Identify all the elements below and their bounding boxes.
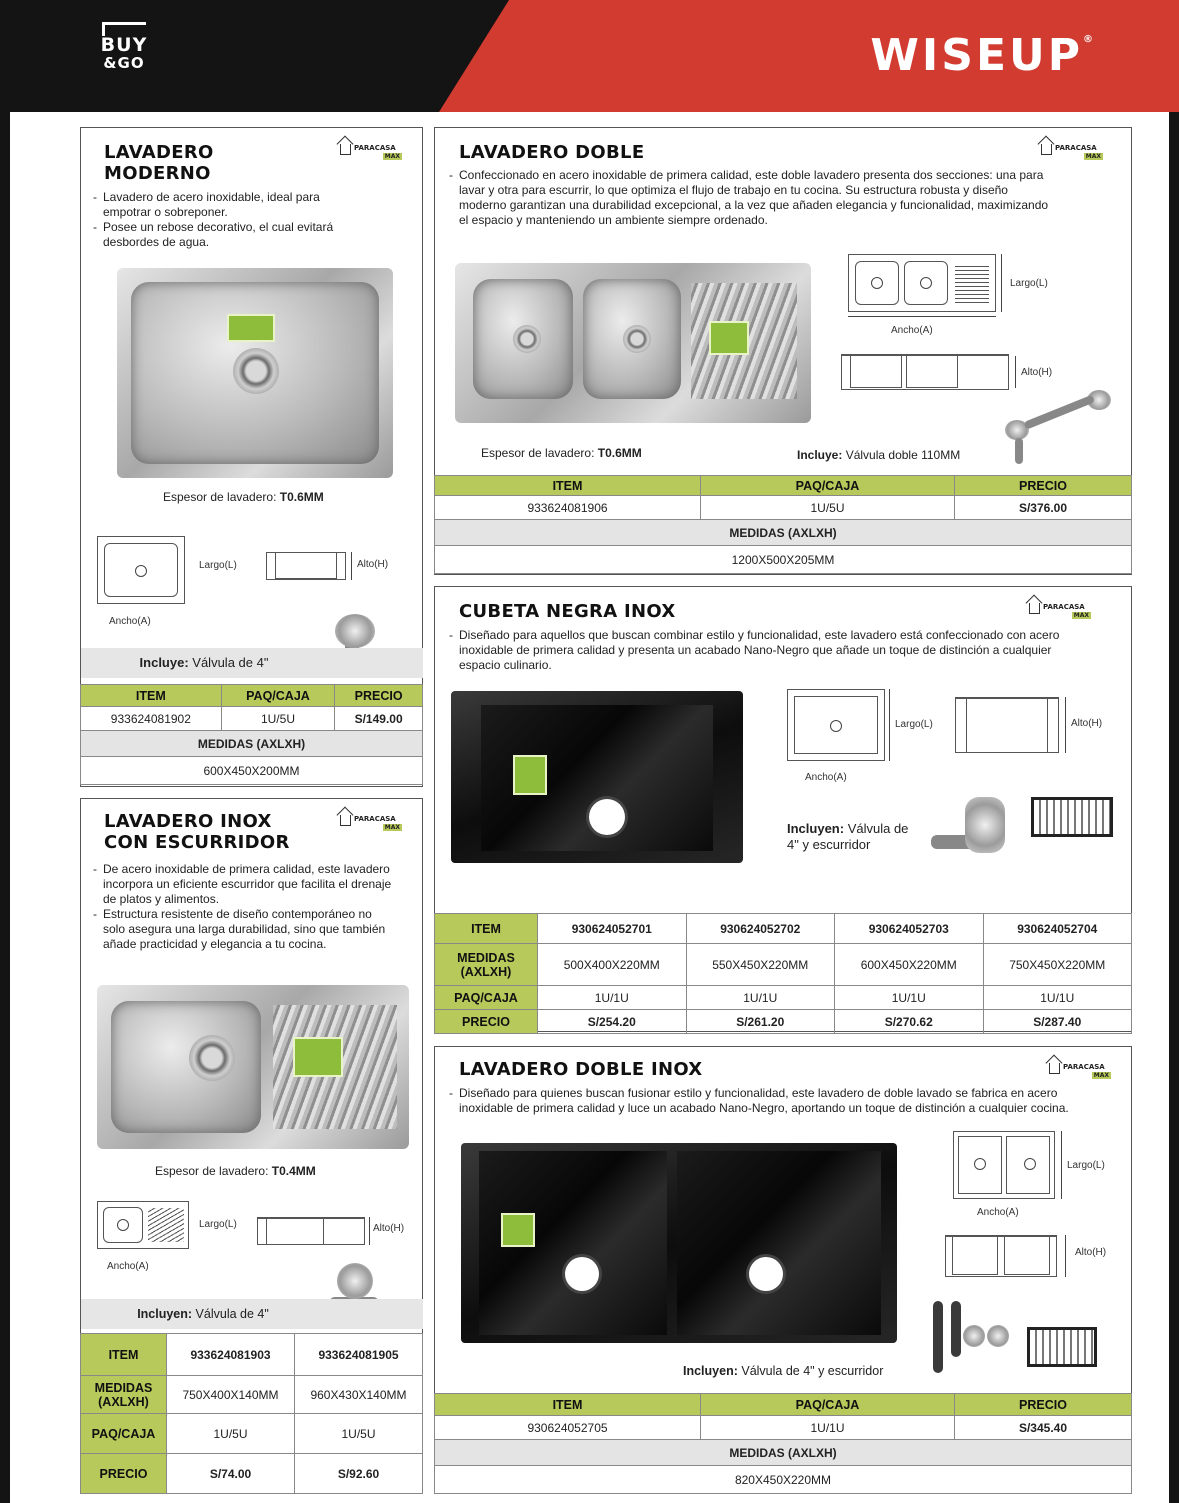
col-item: ITEM — [81, 685, 222, 707]
value-line2: 4" y escurridor — [787, 837, 871, 852]
diagram-drain — [135, 565, 147, 577]
buy-and-go-logo — [92, 22, 156, 82]
bullet-item: - Estructura resistente de diseño contemporáneo no solo asegura una larga durabilidad, sino que también añade practicidad y elegancia a tu cocina. — [93, 907, 395, 952]
item-code: 930624052702 — [686, 914, 835, 944]
row-precio: PRECIO — [435, 1010, 538, 1034]
diagram-drain — [920, 277, 932, 289]
height-line — [369, 1217, 370, 1245]
product-description — [93, 862, 395, 952]
label-largo: Largo(L) — [895, 719, 933, 730]
paq-value: 1U/1U — [701, 1416, 955, 1440]
product-sticker — [293, 1037, 343, 1077]
row-medidas — [81, 1376, 167, 1414]
item-code: 930624052704 — [983, 914, 1132, 944]
bullet-item: - De acero inoxidable de primera calidad, este lavadero incorpora un eficiente escurridor que facilita el drenaje de platos y alimentos. — [93, 862, 395, 907]
product-image-black-sink — [451, 691, 743, 863]
length-line — [1061, 1131, 1062, 1199]
house-icon — [1041, 144, 1052, 155]
product-sticker — [709, 321, 749, 355]
diagram-side-view — [266, 552, 346, 580]
drain-icon — [565, 1257, 599, 1291]
valve-pipe — [951, 1301, 961, 1357]
medidas-label-a: MEDIDAS — [94, 1380, 153, 1395]
valve-cap — [963, 1325, 985, 1347]
badge-name: PARACASA — [1043, 603, 1085, 611]
badge-sub: MAX — [384, 153, 400, 160]
row-item: ITEM — [81, 1334, 167, 1376]
product-description — [449, 1086, 1079, 1116]
product-table — [80, 1333, 423, 1494]
label: Incluyen: — [683, 1364, 738, 1378]
title-line1: LAVADERO — [104, 142, 214, 163]
value: T0.6MM — [279, 490, 324, 504]
sink-bowl — [111, 1001, 261, 1133]
product-table — [80, 684, 423, 785]
diagram-side-view — [841, 354, 1009, 390]
diagram-side-bowl — [275, 553, 337, 579]
house-roof-icon — [102, 22, 146, 36]
valve-cap — [337, 1263, 373, 1299]
includes-bar — [81, 1299, 325, 1329]
width-line — [848, 316, 996, 317]
valve-cap — [335, 614, 375, 648]
paracasa-badge — [340, 144, 404, 162]
product-image-black-double-sink — [461, 1143, 897, 1343]
length-line — [1001, 254, 1002, 312]
badge-sub: MAX — [1073, 612, 1089, 619]
paq-value: 1U/5U — [701, 496, 955, 520]
value: Válvula de 4" y escurridor — [741, 1364, 884, 1378]
product-card-cubeta-negra — [434, 586, 1132, 1032]
row-precio: PRECIO — [81, 1454, 167, 1494]
item-code: 933624081903 — [167, 1334, 295, 1376]
row-medidas — [435, 944, 538, 986]
wiseup-text: WISEUP — [870, 30, 1083, 81]
value: T0.4MM — [271, 1164, 316, 1178]
bullet-item: - Confeccionado en acero inoxidable de primera calidad, este doble lavadero presenta dos secciones: una para lavar y otra para escurrir, lo que optimiza el flujo de trabajo en tu cocina. Su estructura robusta y diseño moderno garantizan una durabilidad excepcional, a la vez que añaden elegancia y funcionalidad, maximizando el espacio y manteniendo un ambiente siempre ordenado. — [449, 168, 1049, 228]
product-card-lavadero-doble — [434, 127, 1132, 575]
price-value: S/149.00 — [335, 707, 423, 731]
medidas-value: 960X430X140MM — [295, 1376, 423, 1414]
col-paq: PAQ/CAJA — [701, 1394, 955, 1416]
diagram-drain — [871, 277, 883, 289]
paq-value: 1U/1U — [538, 986, 687, 1010]
label-ancho: Ancho(A) — [109, 616, 151, 627]
product-title: CUBETA NEGRA INOX — [459, 601, 676, 622]
label: Incluyen: — [137, 1307, 193, 1321]
price-value: S/74.00 — [167, 1454, 295, 1494]
item-code: 933624081906 — [435, 496, 701, 520]
diagram-drain — [117, 1219, 129, 1231]
item-code: 930624052703 — [835, 914, 984, 944]
height-line — [1015, 356, 1016, 388]
col-paq: PAQ/CAJA — [221, 685, 335, 707]
label: Incluyen: — [787, 821, 845, 836]
product-image-sink — [117, 268, 393, 478]
drain-icon — [233, 348, 279, 394]
diagram-side-bowl — [850, 356, 902, 388]
product-title: LAVADERO DOBLE INOX — [459, 1059, 703, 1080]
diagram-side-bowl — [952, 1237, 998, 1275]
label-alto: Alto(H) — [1021, 367, 1053, 378]
diagram-side-view — [955, 697, 1059, 753]
title-line1: LAVADERO INOX — [104, 811, 272, 832]
label-largo: Largo(L) — [1010, 278, 1048, 289]
diagram-side-bowl — [906, 356, 958, 388]
dish-rack-image — [1027, 1327, 1097, 1367]
paq-value: 1U/5U — [295, 1414, 423, 1454]
label-largo: Largo(L) — [1067, 1160, 1105, 1171]
label-ancho: Ancho(A) — [977, 1207, 1019, 1218]
height-line — [1065, 697, 1066, 753]
medidas-value: 750X450X220MM — [983, 944, 1132, 986]
thickness-text — [481, 446, 642, 460]
title-line2: CON ESCURRIDOR — [104, 832, 290, 853]
price-value: S/376.00 — [955, 496, 1132, 520]
col-medidas: MEDIDAS (AXLXH) — [435, 1440, 1132, 1466]
bullet-item: - Lavadero de acero inoxidable, ideal para empotrar o sobreponer. — [93, 190, 343, 220]
house-icon — [340, 815, 351, 826]
product-image-double-sink — [455, 263, 811, 423]
item-code: 930624052705 — [435, 1416, 701, 1440]
paq-value: 1U/1U — [983, 986, 1132, 1010]
product-table — [434, 1393, 1132, 1494]
sink-bowl-right — [677, 1151, 881, 1335]
medidas-label-a: MEDIDAS — [457, 950, 515, 965]
paracasa-badge — [1041, 144, 1105, 162]
drain-icon — [513, 325, 541, 353]
right-edge — [1169, 112, 1179, 1503]
valve-image — [931, 795, 1011, 861]
product-title — [104, 142, 214, 184]
label-alto: Alto(H) — [373, 1223, 405, 1234]
bullet-item: - Posee un rebose decorativo, el cual evitará desbordes de agua. — [93, 220, 343, 250]
wiseup-logo — [870, 30, 1093, 81]
price-value: S/287.40 — [983, 1010, 1132, 1034]
col-item: ITEM — [435, 476, 701, 496]
label: Espesor de lavadero: — [481, 446, 595, 460]
label-alto: Alto(H) — [357, 559, 389, 570]
label-largo: Largo(L) — [199, 1219, 237, 1230]
row-paq: PAQ/CAJA — [81, 1414, 167, 1454]
value: T0.6MM — [597, 446, 642, 460]
diagram-side-view — [945, 1235, 1057, 1277]
double-valve-image — [1003, 386, 1118, 476]
drain-icon — [189, 1035, 235, 1081]
product-sticker — [501, 1213, 535, 1247]
house-icon — [1049, 1063, 1060, 1074]
valve-pipe — [1015, 438, 1023, 464]
price-value: S/254.20 — [538, 1010, 687, 1034]
paq-value: 1U/1U — [686, 986, 835, 1010]
diagram-drain — [974, 1158, 986, 1170]
includes-bar-extend — [325, 1299, 423, 1329]
diagram-drain — [1024, 1158, 1036, 1170]
label: Espesor de lavadero: — [155, 1164, 269, 1178]
product-card-lavadero-moderno — [80, 127, 423, 787]
valve-cap — [987, 1325, 1009, 1347]
label-ancho: Ancho(A) — [891, 325, 933, 336]
medidas-value: 600X450X200MM — [81, 757, 423, 785]
logo-line2: &GO — [103, 54, 145, 72]
house-icon — [340, 144, 351, 155]
product-table — [434, 475, 1132, 574]
diagram-side-view — [257, 1217, 365, 1245]
registered-mark: ® — [1083, 34, 1093, 45]
paq-value: 1U/5U — [221, 707, 335, 731]
badge-name: PARACASA — [1055, 144, 1097, 152]
col-item: ITEM — [435, 1394, 701, 1416]
medidas-value: 500X400X220MM — [538, 944, 687, 986]
label: Incluye: — [139, 655, 189, 670]
bullet-item: - Diseñado para aquellos que buscan combinar estilo y funcionalidad, este lavadero está confeccionado con acero inoxidable de primera calidad y presenta un acabado Nano-Negro que añade un toque de distinción a cualquier espacio culinario. — [449, 628, 1089, 673]
bullet-item: - Diseñado para quienes buscan fusionar estilo y funcionalidad, este lavadero de doble lavado se fabrica en acero inoxidable de primera calidad y luce un acabado Nano-Negro, aportando un toque de distinción a cualquier cocina. — [449, 1086, 1079, 1116]
height-line — [351, 552, 352, 580]
item-code: 933624081905 — [295, 1334, 423, 1376]
medidas-label-b: (AXLXH) — [460, 964, 512, 979]
paq-value: 1U/1U — [835, 986, 984, 1010]
medidas-value: 1200X500X205MM — [435, 546, 1132, 574]
diagram-side-bowl — [966, 699, 1048, 753]
col-medidas: MEDIDAS (AXLXH) — [435, 520, 1132, 546]
drain-icon — [623, 325, 651, 353]
title-line2: MODERNO — [104, 163, 211, 184]
medidas-value: 750X400X140MM — [167, 1376, 295, 1414]
badge-name: PARACASA — [354, 144, 396, 152]
product-sticker — [513, 755, 547, 795]
includes-bar-extend — [327, 648, 423, 678]
dish-rack-image — [1031, 797, 1113, 837]
left-edge — [0, 112, 10, 1503]
price-value: S/92.60 — [295, 1454, 423, 1494]
diagram-side-bowl — [266, 1219, 324, 1245]
drain-icon — [589, 799, 625, 835]
product-title: LAVADERO DOBLE — [459, 142, 645, 163]
paq-value: 1U/5U — [167, 1414, 295, 1454]
product-description — [449, 168, 1049, 228]
product-sticker — [227, 314, 275, 342]
badge-sub: MAX — [1093, 1072, 1109, 1079]
col-precio: PRECIO — [335, 685, 423, 707]
col-precio: PRECIO — [955, 1394, 1132, 1416]
price-value: S/261.20 — [686, 1010, 835, 1034]
medidas-label-b: (AXLXH) — [98, 1394, 149, 1409]
badge-sub: MAX — [1085, 153, 1101, 160]
badge-name: PARACASA — [354, 815, 396, 823]
product-description — [449, 628, 1089, 673]
item-code: 930624052701 — [538, 914, 687, 944]
diagram-top-view — [848, 254, 996, 312]
drain-icon — [749, 1257, 783, 1291]
diagram-drainboard — [148, 1208, 184, 1242]
diagram-side-bowl — [1004, 1237, 1050, 1275]
medidas-value: 600X450X220MM — [835, 944, 984, 986]
col-precio: PRECIO — [955, 476, 1132, 496]
price-value: S/270.62 — [835, 1010, 984, 1034]
item-code: 933624081902 — [81, 707, 222, 731]
length-line — [889, 689, 890, 761]
row-paq: PAQ/CAJA — [435, 986, 538, 1010]
col-item: ITEM — [435, 914, 538, 944]
medidas-value: 550X450X220MM — [686, 944, 835, 986]
includes-text — [787, 821, 908, 853]
product-card-lavadero-escurridor — [80, 798, 423, 1494]
label-ancho: Ancho(A) — [805, 772, 847, 783]
label-largo: Largo(L) — [199, 560, 237, 571]
thickness-text — [155, 1164, 316, 1178]
valve-pipe — [1024, 395, 1096, 430]
product-description — [93, 190, 343, 250]
includes-text — [797, 448, 960, 462]
col-paq: PAQ/CAJA — [701, 476, 955, 496]
label: Espesor de lavadero: — [163, 490, 277, 504]
medidas-value: 820X450X220MM — [435, 1466, 1132, 1494]
valve-pipe — [933, 1301, 943, 1373]
paracasa-badge — [340, 815, 404, 833]
thickness-text — [163, 490, 324, 504]
diagram-top-view — [97, 536, 185, 604]
height-line — [1065, 1235, 1066, 1277]
label-alto: Alto(H) — [1071, 718, 1103, 729]
valve-image — [929, 1295, 1015, 1381]
diagram-drainboard — [955, 263, 989, 303]
col-medidas: MEDIDAS (AXLXH) — [81, 731, 423, 757]
value: Válvula doble 110MM — [845, 448, 961, 462]
product-table — [434, 913, 1132, 1034]
badge-name: PARACASA — [1063, 1063, 1105, 1071]
product-title — [104, 811, 290, 853]
value: Válvula de 4" — [192, 655, 269, 670]
includes-text — [683, 1364, 883, 1378]
paracasa-badge — [1029, 603, 1093, 621]
label-ancho: Ancho(A) — [107, 1261, 149, 1272]
label: Incluye: — [797, 448, 843, 462]
logo-line1: BUY — [100, 34, 148, 56]
paracasa-badge — [1049, 1063, 1113, 1081]
diagram-top-view — [787, 689, 885, 761]
diagram-drain — [830, 720, 842, 732]
includes-bar — [81, 648, 327, 678]
price-value: S/345.40 — [955, 1416, 1132, 1440]
valve-cap — [965, 797, 1005, 853]
diagram-top-view — [953, 1131, 1055, 1199]
value: Válvula de 4" — [195, 1307, 269, 1321]
house-icon — [1029, 603, 1040, 614]
diagram-top-view — [97, 1201, 189, 1249]
value-line1: Válvula de — [847, 821, 909, 836]
label-alto: Alto(H) — [1075, 1247, 1107, 1258]
badge-sub: MAX — [384, 824, 400, 831]
product-card-lavadero-doble-inox — [434, 1046, 1132, 1494]
product-image-sink-drainboard — [97, 985, 409, 1149]
